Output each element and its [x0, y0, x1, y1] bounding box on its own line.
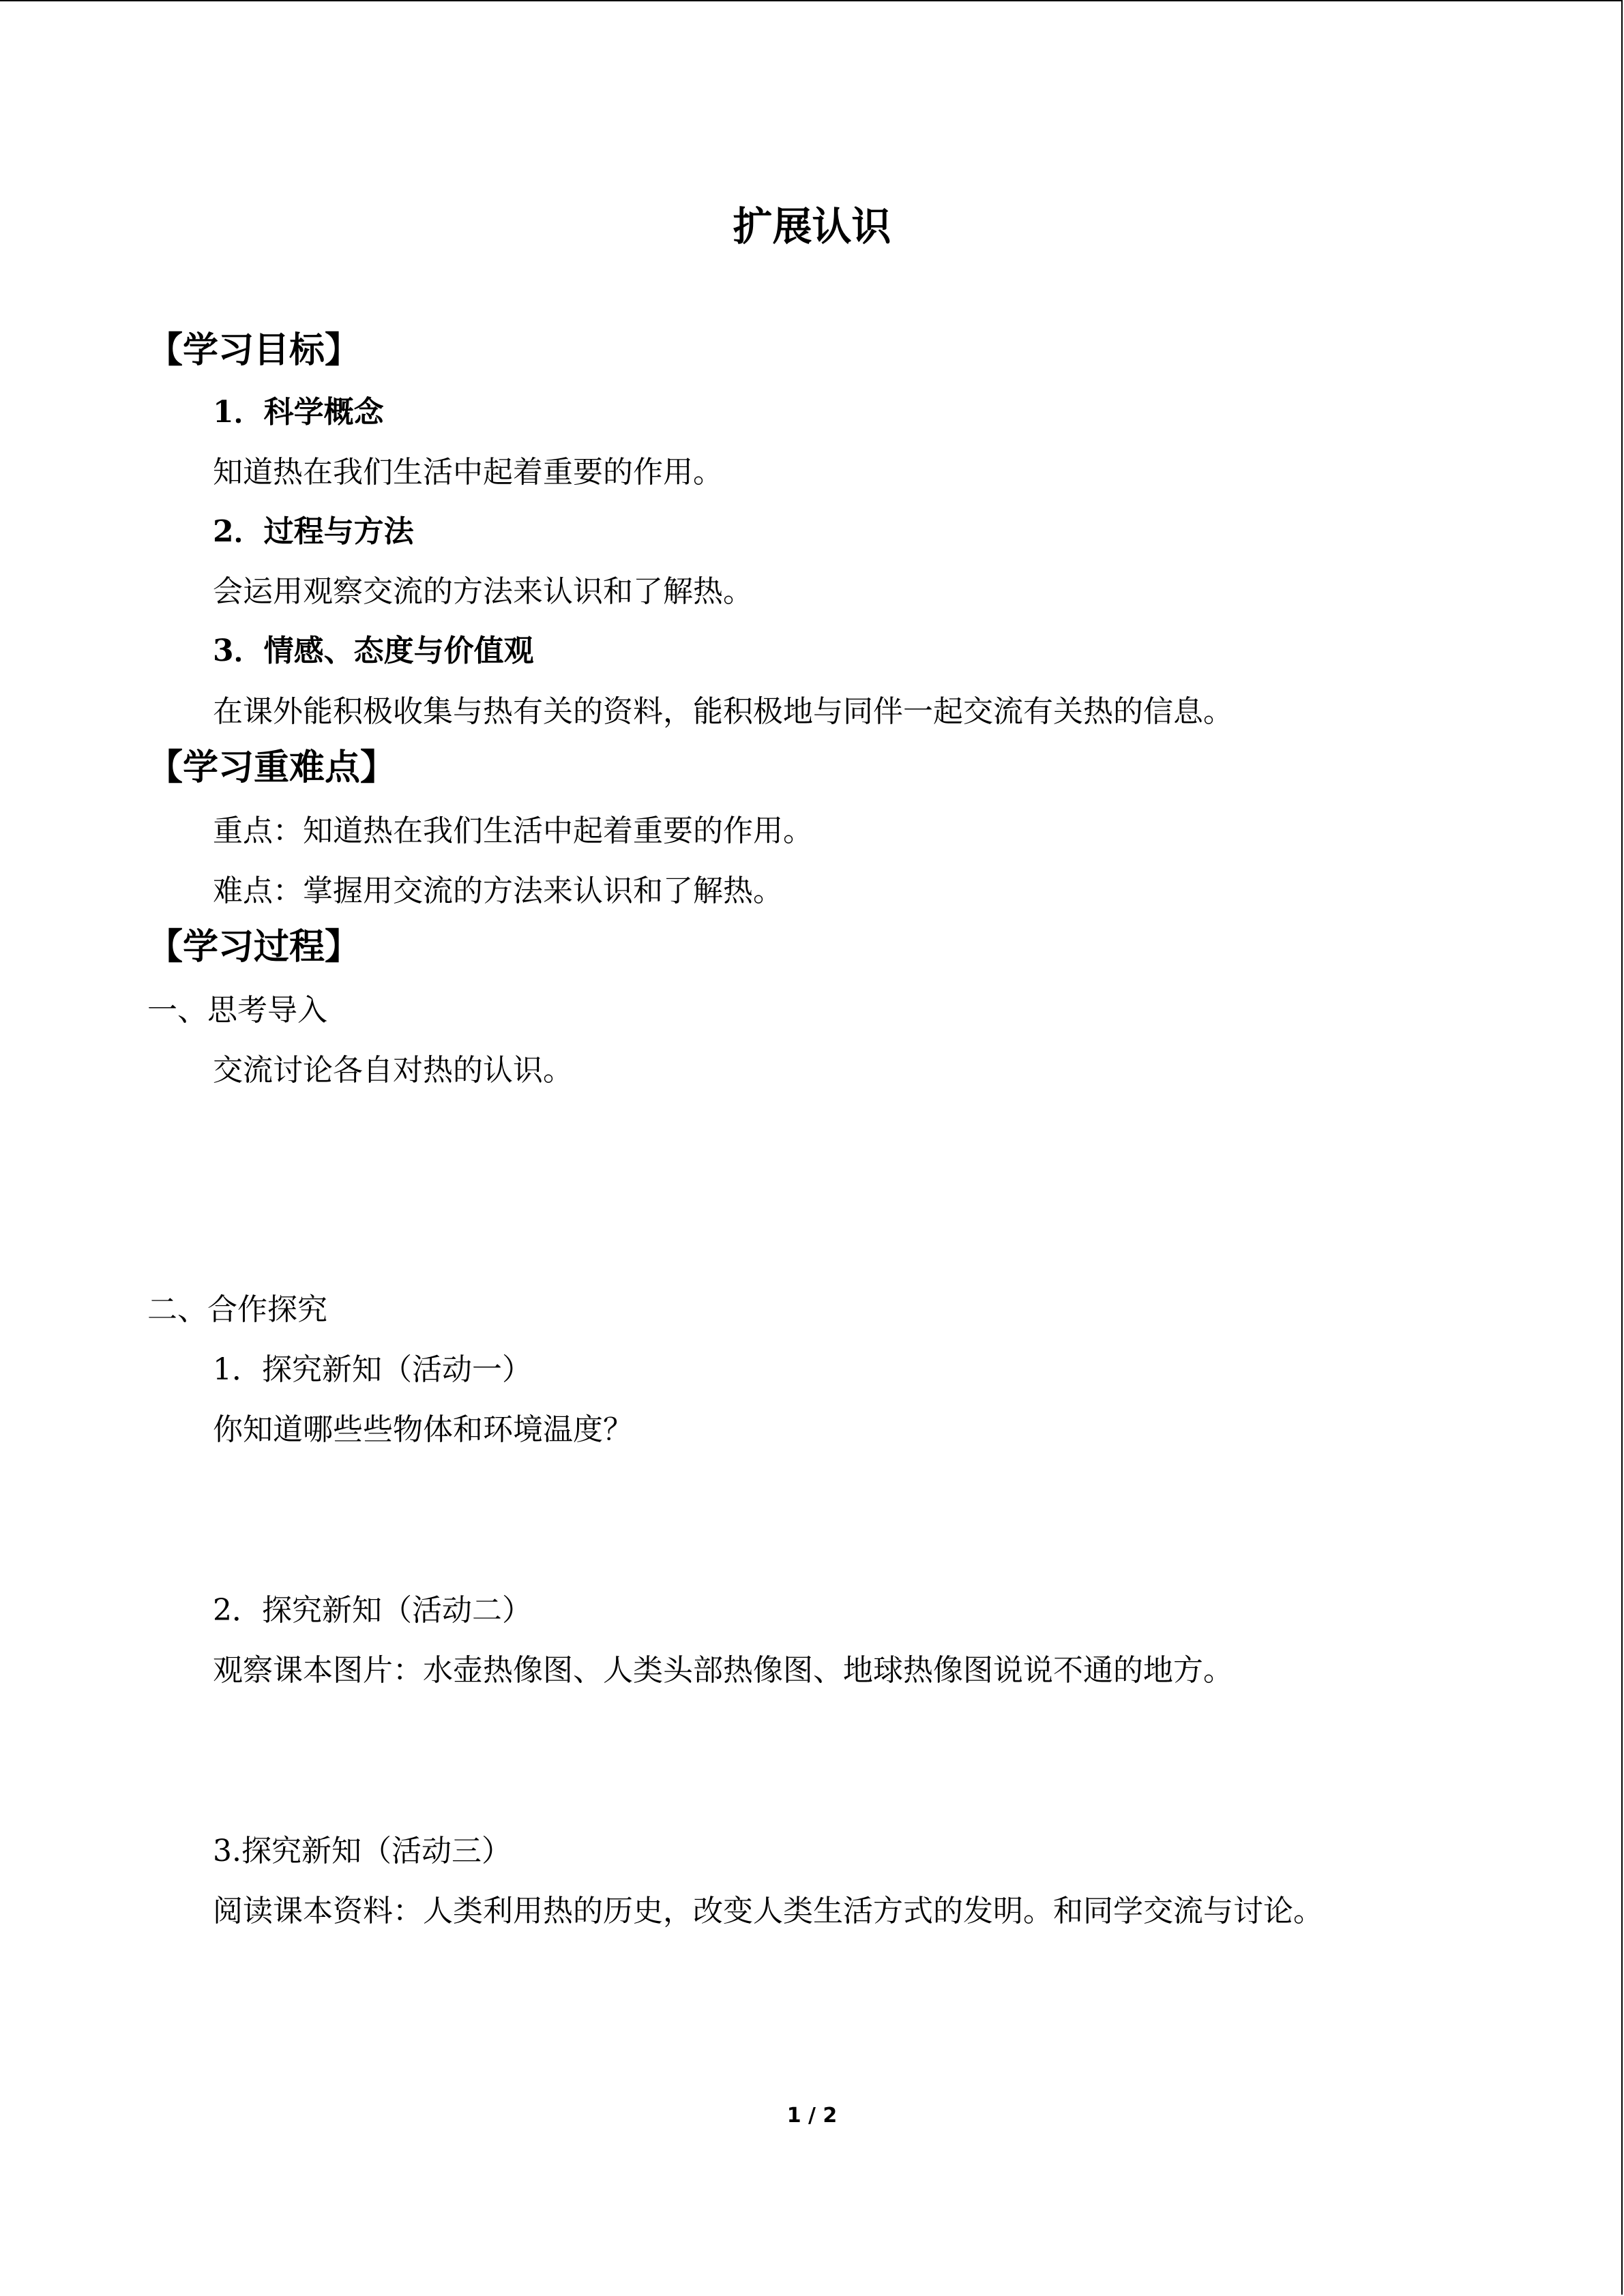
activity-2-text: 观察课本图片：水壶热像图、人类头部热像图、地球热像图说说不通的地方。 — [213, 1653, 1233, 1688]
objectives-heading: 【学习目标】 — [147, 329, 361, 371]
key-point-difficulty: 难点：掌握用交流的方法来认识和了解热。 — [213, 874, 783, 908]
key-points-heading: 【学习重难点】 — [147, 747, 396, 788]
activity-2-label: 2．探究新知（活动二） — [213, 1593, 532, 1628]
part-1-label: 一、思考导入 — [147, 993, 327, 1028]
objective-3-label: 3．情感、态度与价值观 — [213, 633, 534, 668]
activity-3-text: 阅读课本资料：人类利用热的历史，改变人类生活方式的发明。和同学交流与讨论。 — [213, 1894, 1323, 1928]
key-point-focus: 重点：知道热在我们生活中起着重要的作用。 — [213, 814, 813, 848]
part-2-label: 二、合作探究 — [147, 1292, 327, 1327]
objective-3-text: 在课外能积极收集与热有关的资料，能积极地与同伴一起交流有关热的信息。 — [213, 694, 1233, 729]
activity-1-label: 1．探究新知（活动一） — [213, 1352, 532, 1387]
page-title: 扩展认识 — [733, 203, 891, 250]
objective-2-label: 2．过程与方法 — [213, 514, 414, 549]
objective-2-text: 会运用观察交流的方法来认识和了解热。 — [213, 574, 753, 609]
objective-1-label: 1．科学概念 — [213, 395, 384, 430]
activity-1-text: 你知道哪些些物体和环境温度？ — [213, 1412, 633, 1447]
part-1-text: 交流讨论各自对热的认识。 — [213, 1053, 573, 1088]
objective-1-text: 知道热在我们生活中起着重要的作用。 — [213, 455, 723, 490]
activity-3-label: 3.探究新知（活动三） — [213, 1834, 512, 1868]
page-number: 1 / 2 — [786, 2104, 838, 2128]
process-heading: 【学习过程】 — [147, 926, 361, 968]
